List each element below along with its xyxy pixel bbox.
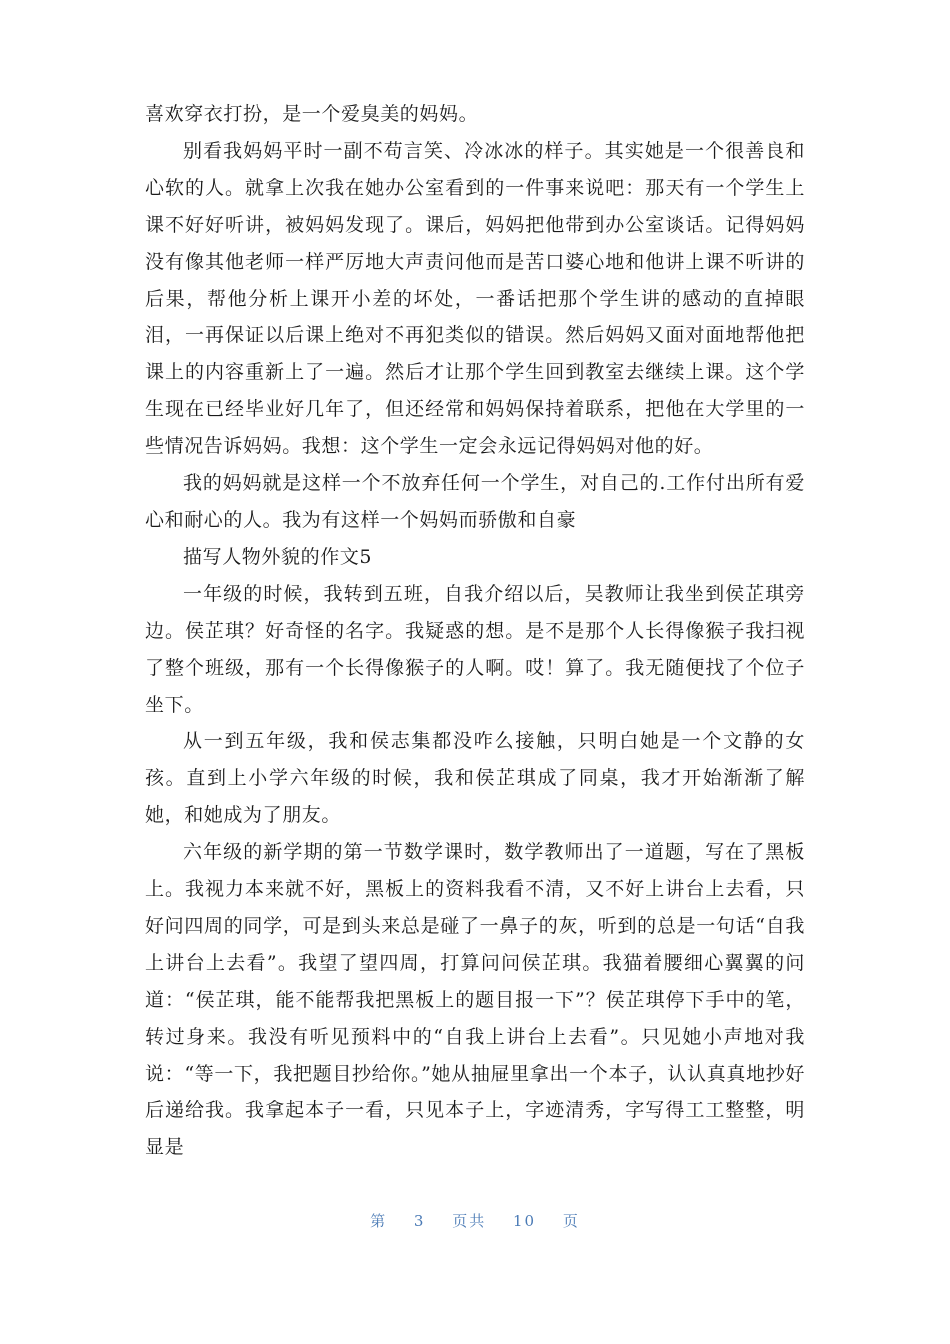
paragraph: 六年级的新学期的第一节数学课时，数学教师出了一道题，写在了黑板上。我视力本来就不好，黑板上的资料我看不清，又不好上讲台上去看，只好问四周的同学，可是到头来总是碰了一鼻子的灰，听到的总是一句话“自我上讲台上去看”。我望了望四周，打算问问侯芷琪。我猫着腰细心翼翼的问道：“侯芷琪，能不能帮我把黑板上的题目报一下”？侯芷琪停下手中的笔，转过身来。我没有听见预料中的“自我上讲台上去看”。只见她小声地对我说：“等一下，我把题目抄给你。”她从抽屉里拿出一个本子，认认真真地抄好后递给我。我拿起本子一看，只见本子上，字迹清秀，字写得工工整整，明显是 <box>145 841 805 1159</box>
paragraph: 一年级的时候，我转到五班，自我介绍以后，吴教师让我坐到侯芷琪旁边。侯芷琪？好奇怪的名字。我疑惑的想。是不是那个人长得像猴子我扫视了整个班级，那有一个长得像猴子的人啊。哎！算了。我无随便找了个位子坐下。 <box>145 582 805 716</box>
page-label-prefix: 第 <box>370 1212 388 1230</box>
paragraph: 从一到五年级，我和侯志集都没咋么接触，只明白她是一个文静的女孩。直到上小学六年级的时候，我和侯芷琪成了同桌，我才开始渐渐了解她，和她成为了朋友。 <box>145 730 805 827</box>
document-body <box>145 96 805 1166</box>
paragraph-continuation: 喜欢穿衣打扮，是一个爱臭美的妈妈。 <box>145 103 479 125</box>
page-label-suffix: 页 <box>562 1212 580 1230</box>
section-heading: 描写人物外貌的作文5 <box>183 545 373 568</box>
paragraph: 别看我妈妈平时一副不苟言笑、冷冰冰的样子。其实她是一个很善良和心软的人。就拿上次我在她办公室看到的一件事来说吧：那天有一个学生上课不好好听讲，被妈妈发现了。课后，妈妈把他带到办公室谈话。记得妈妈没有像其他老师一样严厉地大声责问他而是苦口婆心地和他讲上课不听讲的后果，帮他分析上课开小差的坏处，一番话把那个学生讲的感动的直掉眼泪，一再保证以后课上绝对不再犯类似的错误。然后妈妈又面对面地帮他把课上的内容重新上了一遍。然后才让那个学生回到教室去继续上课。这个学生现在已经毕业好几年了，但还经常和妈妈保持着联系，把他在大学里的一些情况告诉妈妈。我想：这个学生一定会永远记得妈妈对他的好。 <box>145 139 805 458</box>
page-label-mid: 页共 <box>452 1212 487 1230</box>
page-number: 3 <box>413 1212 426 1230</box>
paragraph: 我的妈妈就是这样一个不放弃任何一个学生，对自己的.工作付出所有爱心和耐心的人。我为有这样一个妈妈而骄傲和自豪 <box>145 472 805 531</box>
page-footer <box>0 1210 950 1231</box>
total-pages: 10 <box>513 1212 537 1230</box>
